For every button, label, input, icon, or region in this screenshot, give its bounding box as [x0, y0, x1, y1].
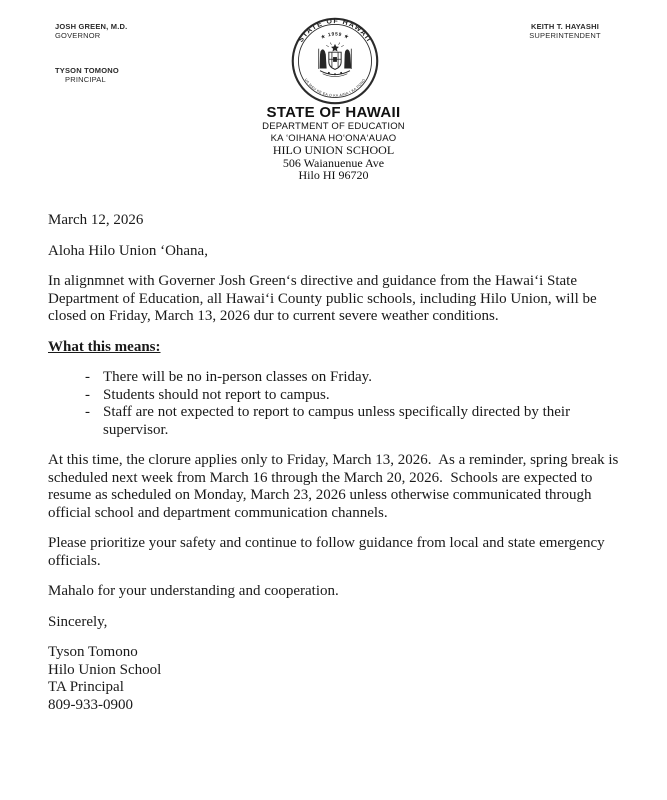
signature-name: Tyson Tomono [48, 644, 138, 660]
bullet-marker: - [85, 386, 90, 403]
seal-motto-text: UA MAU KE EA O KA AINA I KA PONO [303, 77, 367, 98]
svg-text:★ 1959 ★ [320, 31, 350, 40]
school-address-line2: Hilo HI 96720 [298, 168, 369, 182]
department-name-hawaiian: KA ‘OIHANA HO‘ONA‘AUAO [270, 132, 397, 144]
governor-title: GOVERNOR [55, 31, 101, 40]
school-name: HILO UNION SCHOOL [272, 143, 395, 157]
signature-school: Hilo Union School [48, 661, 162, 678]
letter-body [48, 212, 632, 714]
governor-name: JOSH GREEN, M.D. [55, 22, 128, 31]
paragraph-schedule-details: At this time, the clorure applies only to Friday, March 13, 2026. As a reminder, spring break is scheduled next week from March 16 through the March 20, 2026. Schools are expected to resume as scheduled on Monday, March 23, 2026 unless otherwise communicated through official school and department communication channels. [48, 452, 623, 521]
bullet-text: Staff are not expected to report to campus unless specifically directed by their supervisor. [103, 404, 571, 438]
state-of-hawaii-seal [291, 16, 379, 106]
list-item [48, 404, 632, 439]
section-heading: What this means: [48, 338, 161, 355]
superintendent-name: KEITH T. HAYASHI [530, 22, 600, 31]
paragraph-safety-guidance: Please prioritize your safety and continue to follow guidance from local and state emergency officials. [48, 535, 609, 569]
signature-title: TA Principal [48, 679, 124, 695]
superintendent-title: SUPERINTENDENT [529, 31, 601, 40]
list-item [48, 387, 632, 405]
bullet-list [48, 369, 632, 439]
department-name: DEPARTMENT OF EDUCATION [262, 121, 405, 132]
bullet-text: There will be no in-person classes on Friday. [103, 369, 372, 385]
letterhead-left-officials [55, 22, 127, 84]
bullet-text: Students should not report to campus. [103, 386, 330, 403]
seal-year-text: ★ 1959 ★ [320, 32, 350, 41]
date-line: March 12, 2026 [48, 212, 144, 228]
svg-text:UA MAU KE EA O KA AINA I KA PO [304, 78, 367, 98]
svg-text:STATE OF HAWAII [298, 18, 373, 44]
bullet-marker: - [85, 404, 90, 420]
principal-name: TYSON TOMONO [55, 66, 119, 75]
letterhead-right-officials [505, 22, 625, 40]
header-spacer [55, 40, 127, 66]
signature-phone: 809-933-0900 [48, 696, 133, 713]
letterhead-center [0, 104, 667, 182]
paragraph-closure-announcement: In alignmnet with Governer Josh Green‘s directive and guidance from the Hawai‘i State Department of Education, all Hawai‘i County public schools, including Hilo Union, will be closed on Friday, March 13, 2026 dur to current severe weather conditions. [48, 273, 601, 324]
closing: Sincerely, [48, 613, 108, 630]
list-item [48, 369, 632, 387]
school-address-line1: 506 Waianuenue Ave [282, 155, 385, 170]
org-name: STATE OF HAWAII [266, 104, 401, 121]
signature-block [48, 644, 632, 714]
seal-ring-top-text: STATE OF HAWAII [297, 18, 373, 44]
bullet-marker: - [85, 369, 90, 385]
seal-crest [319, 43, 352, 77]
salutation: Aloha Hilo Union ‘Ohana, [48, 242, 208, 259]
state-seal-icon [291, 16, 379, 106]
principal-title: PRINCIPAL [65, 75, 106, 84]
paragraph-thanks: Mahalo for your understanding and cooperation. [48, 583, 339, 599]
